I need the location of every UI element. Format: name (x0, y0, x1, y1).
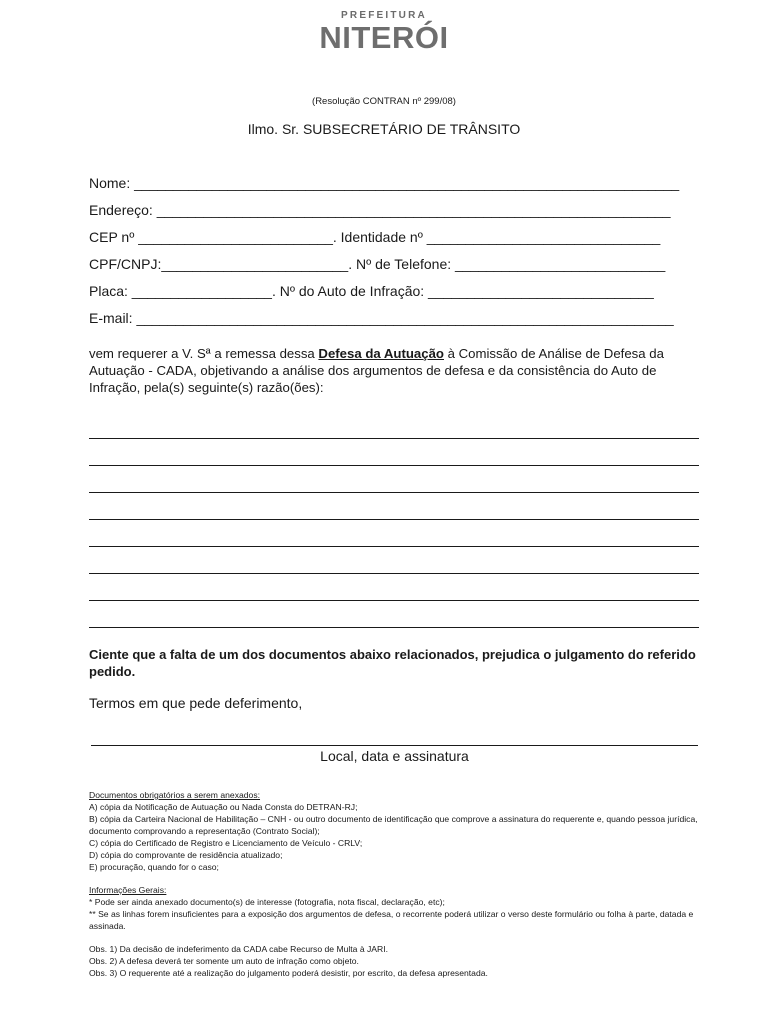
obs-item: Obs. 2) A defesa deverá ter somente um auto de infração como objeto. (89, 956, 359, 966)
signature-label: Local, data e assinatura (320, 748, 469, 764)
addressee: Ilmo. Sr. SUBSECRETÁRIO DE TRÂNSITO (247, 121, 521, 137)
reason-line[interactable] (89, 520, 699, 547)
logo-main-text: NITERÓI (319, 20, 449, 55)
termos-text: Termos em que pede deferimento, (89, 695, 303, 711)
reason-line[interactable] (89, 601, 699, 628)
plate-infraction-field[interactable]: Placa: __________________. Nº do Auto de Infração: _____________________________ (89, 283, 654, 299)
address-field[interactable]: Endereço: __________________________________________________________________ (89, 202, 671, 218)
ciente-notice: Ciente que a falta de um dos documentos abaixo relacionados, prejudica o julgamento do referido pedido. (89, 647, 696, 679)
prefeitura-logo (0, 10, 768, 54)
reason-line[interactable] (89, 547, 699, 574)
request-bold: Defesa da Autuação (318, 346, 444, 361)
document-item: A) cópia da Notificação de Autuação ou Nada Consta do DETRAN-RJ; (89, 802, 358, 812)
email-field[interactable]: E-mail: _____________________________________________________________________ (89, 310, 674, 326)
documents-heading: Documentos obrigatórios a serem anexados: (89, 790, 261, 800)
request-text (89, 345, 699, 396)
cpf-phone-field[interactable]: CPF/CNPJ:________________________. Nº de Telefone: ___________________________ (89, 256, 666, 272)
logo-top-text: PREFEITURA (341, 10, 427, 21)
document-item: D) cópia do comprovante de residência atualizado; (89, 850, 283, 860)
resolution-reference: (Resolução CONTRAN nº 299/08) (312, 96, 456, 107)
reason-line[interactable] (89, 412, 699, 439)
reason-line[interactable] (89, 574, 699, 601)
cep-identity-field[interactable]: CEP nº _________________________. Identidade nº ______________________________ (89, 229, 661, 245)
request-suffix: à Comissão de Análise de Defesa da Autuação - CADA, objetivando a análise dos argumentos de defesa e da consistência do Auto de Infração, pela(s) seguinte(s) razão(ões): (89, 346, 664, 395)
info-heading: Informações Gerais: (89, 885, 167, 895)
obs-item: Obs. 3) O requerente até a realização do julgamento poderá desistir, por escrito, da defesa apresentada. (89, 968, 488, 978)
info-item: * Pode ser ainda anexado documento(s) de interesse (fotografia, nota fiscal, declaração, etc); (89, 897, 445, 907)
reason-line[interactable] (89, 493, 699, 520)
signature-line[interactable] (91, 745, 698, 746)
document-item: B) cópia da Carteira Nacional de Habilitação – CNH - ou outro documento de identificação que comprove a assinatura do requerente e, quando pessoa jurídica, documento comprovando a representação (Contrato Social); (89, 814, 698, 836)
name-field[interactable]: Nome: ______________________________________________________________________ (89, 175, 680, 191)
reason-line[interactable] (89, 466, 699, 493)
document-item: C) cópia do Certificado de Registro e Licenciamento de Veículo - CRLV; (89, 838, 363, 848)
document-item: E) procuração, quando for o caso; (89, 862, 219, 872)
reasons-area[interactable] (89, 412, 699, 628)
obs-item: Obs. 1) Da decisão de indeferimento da CADA cabe Recurso de Multa à JARI. (89, 944, 389, 954)
request-prefix: vem requerer a V. Sª a remessa dessa (89, 346, 319, 361)
reason-line[interactable] (89, 439, 699, 466)
info-item: ** Se as linhas forem insuficientes para a exposição dos argumentos de defesa, o recorrente poderá utilizar o verso deste formulário ou folha à parte, datada e assinada. (89, 909, 694, 931)
form-fields (89, 174, 701, 336)
notes-section (89, 789, 701, 979)
